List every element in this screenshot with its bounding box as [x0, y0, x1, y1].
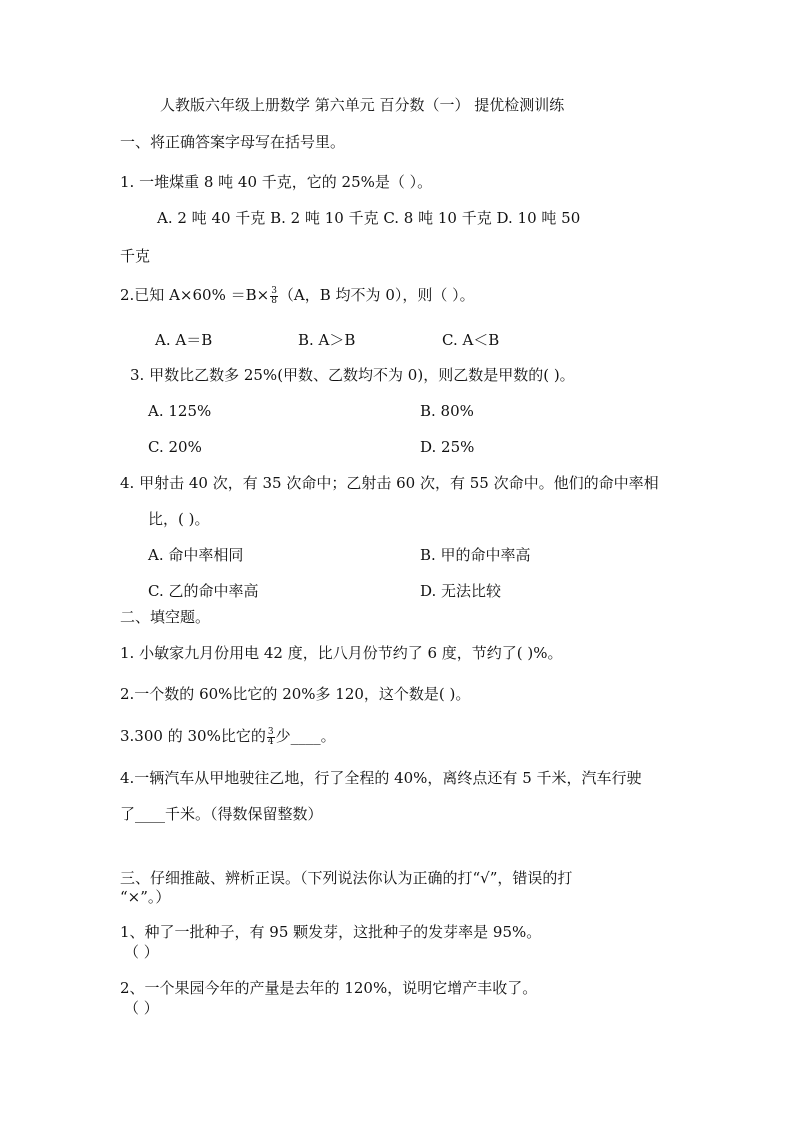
- fraction-denominator: 8: [271, 295, 277, 306]
- section-3-heading: 三、仔细推敲、辨析正误。（下列说法你认为正确的打“√”，错误的打: [120, 869, 573, 887]
- question-1-1: 1. 一堆煤重 8 吨 40 千克，它的 25%是（ ）。: [120, 173, 433, 191]
- question-2-3-before: 3.300 的 30%比它的: [120, 727, 266, 745]
- question-1-2-stem-after: （A，B 均不为 0），则（ ）。: [278, 286, 475, 304]
- section-1-heading: 一、将正确答案字母写在括号里。: [120, 133, 346, 151]
- question-1-1-options: A. 2 吨 40 千克 B. 2 吨 10 千克 C. 8 吨 10 千克 D. 10 吨 50: [157, 209, 581, 227]
- question-1-3-option-c: C. 20%: [148, 438, 202, 456]
- page-title: 人教版六年级上册数学 第六单元 百分数（一） 提优检测训练: [160, 96, 565, 114]
- fraction-3-4: [267, 728, 275, 747]
- question-1-4: 4. 甲射击 40 次，有 35 次命中；乙射击 60 次，有 55 次命中。他们的命中率相: [120, 474, 659, 492]
- question-2-2: 2.一个数的 60%比它的 20%多 120，这个数是( )。: [120, 685, 471, 703]
- question-1-2-option-a: A. A＝B: [155, 331, 213, 349]
- question-1-1-options-cont: 千克: [120, 247, 151, 265]
- question-3-2-answer-blank[interactable]: （ ）: [124, 999, 159, 1017]
- question-2-4: 4.一辆汽车从甲地驶往乙地，行了全程的 40%，离终点还有 5 千米，汽车行驶: [120, 769, 642, 787]
- question-1-2-stem-before: 2.已知 A×60% ＝B×: [120, 286, 270, 304]
- question-1-3-option-a: A. 125%: [148, 402, 212, 420]
- fraction-numerator: 3: [271, 285, 277, 296]
- question-1-4-option-a: A. 命中率相同: [148, 546, 244, 564]
- fraction-denominator: 4: [267, 736, 274, 747]
- question-1-2-option-c: C. A＜B: [442, 331, 500, 349]
- question-1-4-option-d: D. 无法比较: [420, 582, 502, 600]
- question-1-4-option-c: C. 乙的命中率高: [148, 582, 259, 600]
- question-3-2: 2、一个果园今年的产量是去年的 120%，说明它增产丰收了。: [120, 979, 538, 997]
- question-2-3: [120, 726, 336, 747]
- question-1-3-option-b: B. 80%: [420, 402, 474, 420]
- question-1-3: 3. 甲数比乙数多 25%(甲数、乙数均不为 0)，则乙数是甲数的( )。: [130, 366, 575, 384]
- question-1-4-option-b: B. 甲的命中率高: [420, 546, 531, 564]
- question-1-2-option-b: B. A＞B: [298, 331, 356, 349]
- question-1-3-option-d: D. 25%: [420, 438, 475, 456]
- fraction-3-8: [270, 287, 278, 306]
- section-3-heading-cont: “×”。）: [120, 888, 171, 906]
- question-2-3-after: 少____。: [275, 727, 336, 745]
- question-3-1: 1、种了一批种子，有 95 颗发芽，这批种子的发芽率是 95%。: [120, 923, 542, 941]
- question-1-4-cont: 比，( )。: [148, 510, 210, 528]
- question-2-1: 1. 小敏家九月份用电 42 度，比八月份节约了 6 度，节约了( )%。: [120, 644, 563, 662]
- question-3-1-answer-blank[interactable]: （ ）: [124, 943, 159, 961]
- fraction-numerator: 3: [267, 726, 274, 737]
- question-2-4-cont: 了____千米。（得数保留整数）: [120, 805, 323, 823]
- question-1-2: [120, 285, 475, 306]
- section-2-heading: 二、填空题。: [120, 608, 211, 626]
